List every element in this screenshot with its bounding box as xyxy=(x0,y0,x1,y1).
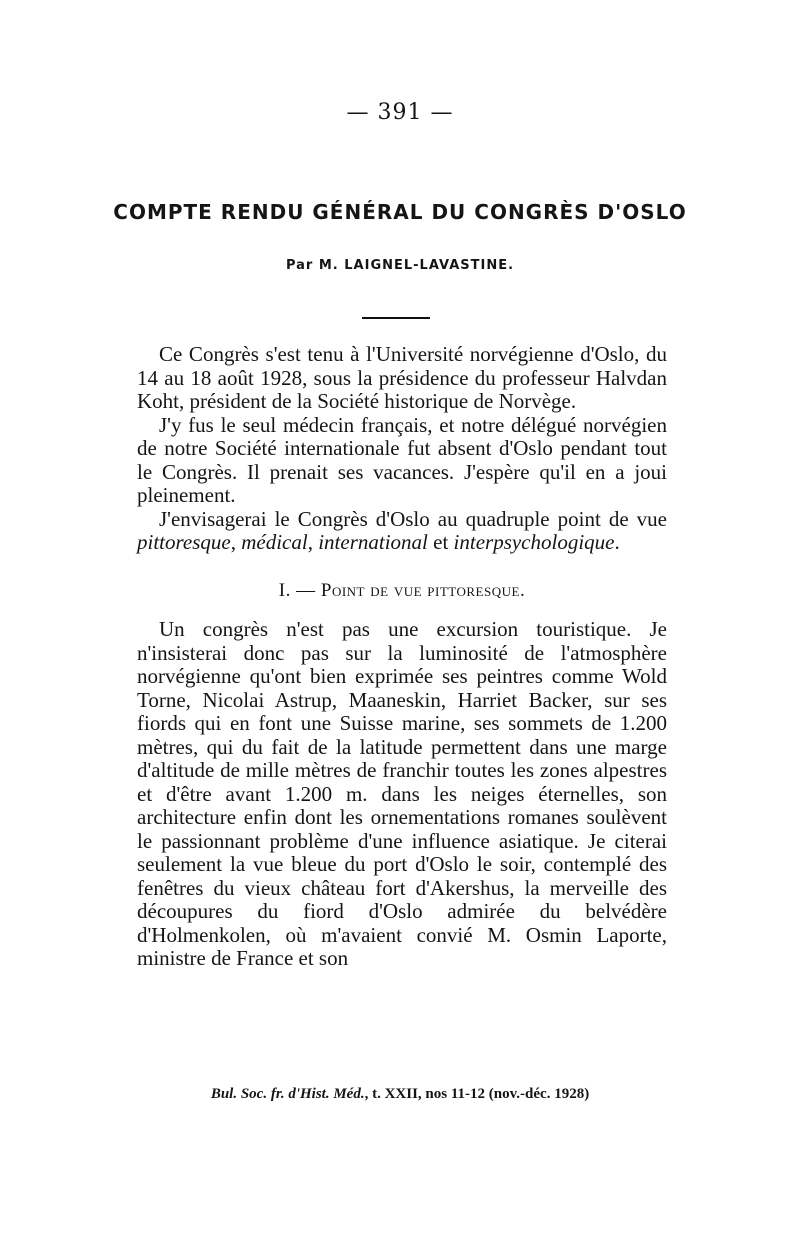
outline-term-interpsychologique: interpsychologique xyxy=(453,530,615,554)
title-divider xyxy=(362,317,430,319)
section-title: Point de vue pittoresque. xyxy=(320,579,526,601)
outline-sep: , xyxy=(307,530,319,554)
outline-term-medical: médical xyxy=(241,530,308,554)
journal-citation xyxy=(0,1086,800,1103)
page-number: — 391 — xyxy=(346,100,454,125)
journal-details: , t. XXII, nos 11-12 (nov.-déc. 1928) xyxy=(364,1086,590,1102)
outline-term-international: international xyxy=(318,530,428,554)
article-title: COMPTE RENDU GÉNÉRAL DU CONGRÈS D'OSLO xyxy=(113,200,687,224)
outline-end: . xyxy=(614,530,620,554)
outline-sep: et xyxy=(427,530,454,554)
section-heading xyxy=(137,579,667,603)
article-author: Par M. LAIGNEL-LAVASTINE. xyxy=(285,258,515,273)
paragraph-pittoresque: Un congrès n'est pas une excursion touristique. Je n'insisterai donc pas sur la luminosité de l'atmosphère norvégienne qu'ont bien exprimée ses peintres comme Wold Torne, Nicolai Astrup, Maaneskin, Harriet Backer, sur ses fiords qui en font une Suisse marine, ses sommets de 1.200 mètres, qui du fait de la latitude permettent dans une marge d'altitude de mille mètres de franchir toutes les zones alpestres et d'être avant 1.200 m. dans les neiges éternelles, son architecture enfin dont les ornementations romanes soulèvent le passionnant problème d'une influence asiatique. Je citerai seulement la vue bleue du port d'Oslo le soir, contemplé des fenêtres du vieux château fort d'Akershus, la merveille des découpures du fiord d'Oslo admirée du belvédère d'Holmenkolen, où m'avaient convié M. Osmin Laporte, ministre de France et son xyxy=(137,617,667,970)
section-number: I. — xyxy=(278,579,321,601)
outline-term-pittoresque: pittoresque xyxy=(137,530,231,554)
journal-name: Bul. Soc. fr. d'Hist. Méd. xyxy=(210,1086,365,1102)
outline-sep: , xyxy=(230,530,242,554)
paragraph-outline xyxy=(137,508,667,555)
article-body xyxy=(137,343,667,971)
paragraph-delegate: J'y fus le seul médecin français, et notre délégué norvégien de notre Société internationale fut absent d'Oslo pendant tout le Congrès. Il prenait ses vacances. J'espère qu'il en a joui pleinement. xyxy=(137,412,667,507)
outline-text: J'envisagerai le Congrès d'Oslo au quadruple point de vue xyxy=(159,506,667,531)
paragraph-intro: Ce Congrès s'est tenu à l'Université norvégienne d'Oslo, du 14 au 18 août 1928, sous la présidence du professeur Halvdan Koht, président de la Société historique de Norvège. xyxy=(137,342,667,413)
